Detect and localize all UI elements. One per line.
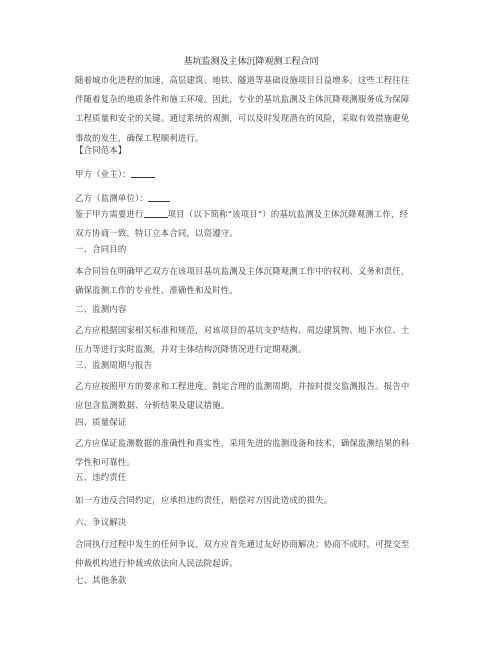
section-line: 合同执行过程中发生的任何争议，双方应首先通过友好协商解决；协商不成时，可提交至 [75,539,410,549]
preamble-paragraph [75,205,433,243]
project-name-blank [144,208,168,218]
section-line: 乙方应保证监测数据的准确性和真实性，采用先进的监测设备和技术，确保监测结果的科 [75,438,410,448]
section-body [75,377,433,415]
document-title: 基坑监测及主体沉降观测工程合同 [183,57,319,67]
section-heading: 二、监测内容 [75,304,127,314]
section-heading: 六、争议解决 [75,517,127,527]
party-a-blank [131,168,155,178]
preamble-line [75,205,433,224]
section-body [75,321,433,359]
section-heading: 一、合同目的 [75,244,127,254]
party-b-label: 乙方（监测单位）： [75,193,148,203]
section-body [75,262,433,300]
section-body [75,491,433,510]
section-heading: 七、其他条款 [75,575,127,585]
section-line: 应包含监测数据、分析结果及建议措施。 [75,400,230,411]
section-body [75,434,433,472]
section-body [75,535,433,573]
section-heading: 四、质量保证 [75,417,127,427]
section-line: 压力等进行实时监测，并对主体结构沉降情况进行定期观测。 [75,344,307,355]
preamble-line: 双方协商一致，特订立本合同，以资遵守。 [75,228,238,239]
intro-line: 事故的发生，确保工程顺利进行。 [75,132,204,143]
intro-line: 伴随着复杂的地质条件和施工环境。因此，专业的基坑监测及主体沉降观测服务成为保障 [75,94,410,105]
section-line: 如一方违反合同约定，应承担违约责任，赔偿对方因此造成的损失。 [75,495,333,505]
section-line: 本合同旨在明确甲乙双方在该项目基坑监测及主体沉降观测工作中的权利、义务和责任， [75,266,410,276]
section-line: 确保监测工作的专业性、准确性和及时性。 [75,285,238,296]
section-line: 乙方应根据国家相关标准和规范，对该项目的基坑支护结构、周边建筑物、地下水位、土 [75,325,410,335]
intro-line: 工程质量和安全的关键。通过系统的观测，可以及时发现潜在的风险，采取有效措施避免 [75,113,410,124]
section-heading: 五、违约责任 [75,472,127,482]
preamble-after: 项目（以下简称“该项目”）的基坑监测及主体沉降观测工作，经 [167,209,409,219]
preamble-before: 鉴于甲方需要进行 [75,209,144,219]
section-line: 乙方应按照甲方的要求和工程进度，制定合理的监测周期，并按时提交监测报告。报告中 [75,381,410,391]
intro-line: 随着城市化进程的加速，高层建筑、地铁、隧道等基础设施项目日益增多。这些工程往往 [75,75,410,85]
section-line: 学性和可靠性。 [75,457,136,468]
party-b-blank [148,192,170,202]
intro-paragraph [75,71,433,148]
party-a-line [75,165,433,184]
section-heading: 三、监测周期与报告 [75,360,153,370]
party-a-label: 甲方（业主）： [75,169,131,179]
template-heading: 【合同范本】 [75,145,127,155]
section-line: 仲裁机构进行仲裁或依法向人民法院起诉。 [75,558,238,569]
